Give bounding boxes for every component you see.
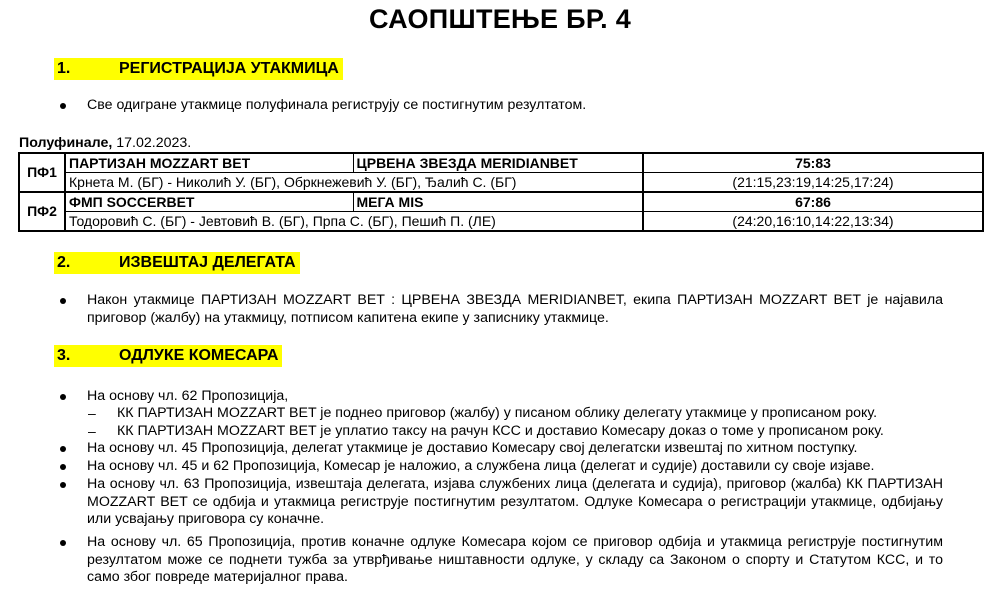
results-table (18, 152, 984, 232)
round-date: 17.02.2023. (116, 135, 192, 151)
bullet-dot-icon (60, 540, 66, 546)
bullet-dot-icon (60, 394, 66, 400)
section-3-title: ОДЛУКЕ КОМЕСАРА (119, 347, 279, 364)
section-3-bullet-4: На основу чл. 63 Пропозиција, извештаја делегата, изјава службених лица (делегата и судија), приговор (жалба) КК ПАРТИЗАН MOZZART BET се одбија и утакмица региструје постигнутим резултатом. Одлуке Комесара о регистрацији утакмице, одбијању или усвајању приговора су коначне. (87, 476, 943, 527)
section-1-number: 1. (57, 60, 71, 77)
section-2-number: 2. (57, 254, 71, 271)
bullet-dot-icon (60, 298, 66, 304)
section-1-title: РЕГИСТРАЦИЈА УТАКМИЦА (119, 60, 339, 77)
section-3-bullet-3: На основу чл. 45 и 62 Пропозиција, Комесар је наложио, а службена лица (делегат и судије) доставили су своје изјаве. (87, 458, 875, 474)
section-3-subitem-1: КК ПАРТИЗАН MOZZART BET је поднео приговор (жалбу) у писаном облику делегату утакмице у прописаном року. (117, 405, 878, 421)
match-row-2-teams (19, 192, 983, 212)
match-1-sets: (21:15,23:19,14:25,17:24) (643, 173, 983, 193)
match-row-2-details (19, 212, 983, 232)
bullet-dot-icon (60, 446, 66, 452)
bullet-dot-icon (60, 103, 66, 109)
match-2-home-team: ФМП SOCCERBET (65, 192, 353, 212)
document-title: САОПШТЕЊЕ БР. 4 (368, 4, 632, 34)
match-row-1-details (19, 173, 983, 193)
match-1-home-team: ПАРТИЗАН MOZZART BET (65, 153, 353, 173)
match-1-code: ПФ1 (19, 153, 65, 192)
round-name: Полуфинале, (19, 135, 113, 151)
match-2-code: ПФ2 (19, 192, 65, 231)
match-2-sets: (24:20,16:10,14:22,13:34) (643, 212, 983, 232)
section-3-bullet-2: На основу чл. 45 Пропозиција, делегат утакмице је доставио Комесару свој делегатски извештај по хитном поступку. (87, 440, 858, 456)
dash-icon: – (88, 423, 96, 439)
round-label (19, 135, 191, 151)
match-2-score: 67:86 (643, 192, 983, 212)
match-2-referees: Тодоровић С. (БГ) - Јевтовић В. (БГ), Прпа С. (БГ), Пешић П. (ЛЕ) (65, 212, 643, 232)
match-row-1-teams (19, 153, 983, 173)
match-2-away-team: МЕГА MIS (353, 192, 643, 212)
bullet-dot-icon (60, 482, 66, 488)
match-1-referees: Крнета М. (БГ) - Николић У. (БГ), Обркнежевић У. (БГ), Ђалић С. (БГ) (65, 173, 643, 193)
section-2-bullet-1: Након утакмице ПАРТИЗАН MOZZART BET : ЦРВЕНА ЗВЕЗДА MERIDIANBET, екипа ПАРТИЗАН MOZZART BET је најавила приговор (жалбу) на утакмицу, потписом капитена екипе у записнику утакмице. (87, 292, 943, 326)
section-1-heading (54, 58, 343, 80)
section-2-title: ИЗВЕШТАЈ ДЕЛЕГАТА (119, 254, 296, 271)
section-2-heading (54, 252, 300, 274)
section-1-bullet-1: Све одигране утакмице полуфинала региструју се постигнутим резултатом. (87, 97, 587, 113)
section-3-bullet-1: На основу чл. 62 Пропозиција, (87, 388, 289, 404)
match-1-score: 75:83 (643, 153, 983, 173)
section-3-heading (54, 345, 282, 367)
dash-icon: – (88, 405, 96, 421)
bullet-dot-icon (60, 464, 66, 470)
section-3-number: 3. (57, 347, 71, 364)
match-1-away-team: ЦРВЕНА ЗВЕЗДА MERIDIANBET (353, 153, 643, 173)
section-3-subitem-2: КК ПАРТИЗАН MOZZART BET је уплатио таксу на рачун КСС и доставио Комесару доказ о томе у прописаном року. (117, 423, 884, 439)
section-3-bullet-5: На основу чл. 65 Пропозиција, против коначне одлуке Комесара којом се приговор одбија и утакмица региструје постигнутим резултатом може се поднети тужба за утврђивање ништавности одлуке, у складу са Законом о спорту и Статутом КСС, и то само због повреде материјалног права. (87, 534, 943, 585)
